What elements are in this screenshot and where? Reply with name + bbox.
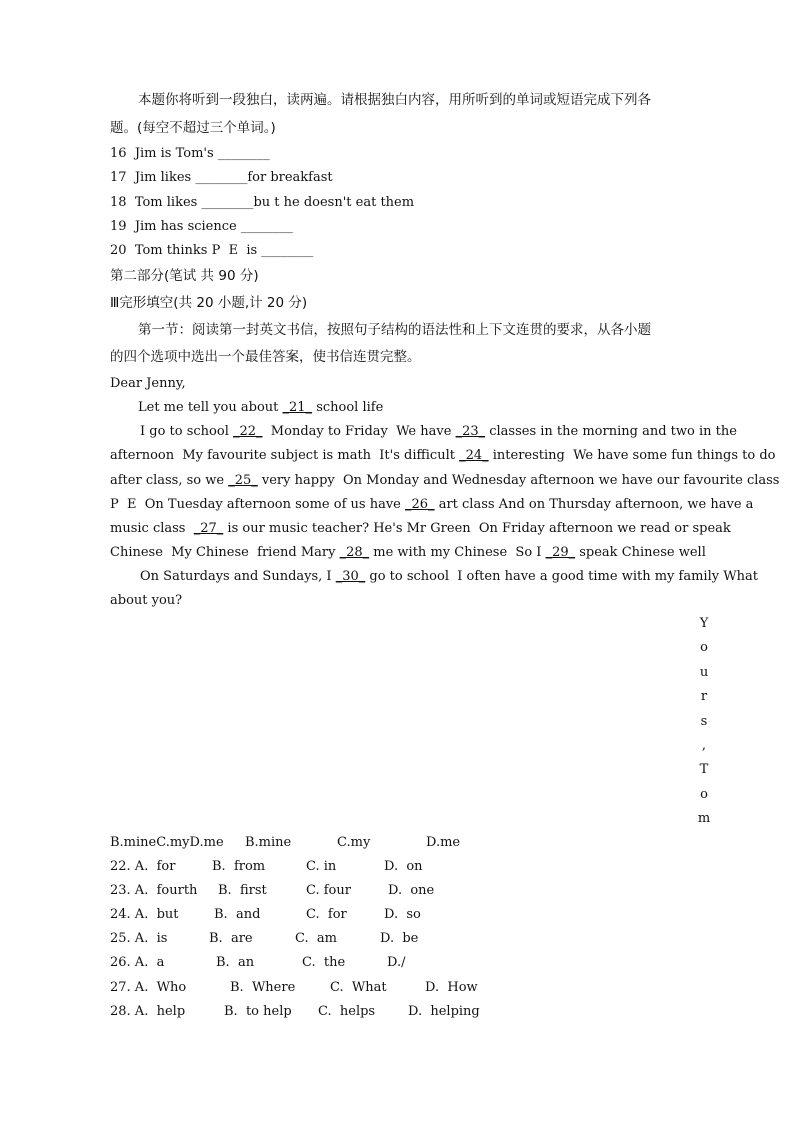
item-text: Jim likes ________for breakfast bbox=[134, 170, 333, 185]
option-row-22-b: B. from bbox=[212, 859, 266, 874]
cloze-section-title: Ⅲ完形填空(共 20 小题,计 20 分) bbox=[110, 295, 308, 311]
blank-29: _29_ bbox=[545, 545, 576, 560]
text: music class bbox=[110, 521, 194, 536]
blank-22: _22_ bbox=[233, 424, 263, 439]
text: art class And on Thursday afternoon, we have a bbox=[434, 497, 754, 512]
letter-paragraph-1 bbox=[138, 400, 383, 416]
option-row-25-c: C. am bbox=[295, 931, 337, 946]
text: after class, so we bbox=[110, 473, 229, 488]
option-row-28-b: B. to help bbox=[224, 1004, 292, 1019]
signoff-char: m bbox=[697, 811, 711, 827]
text: Monday to Friday We have bbox=[262, 424, 456, 439]
text: afternoon My favourite subject is math It's difficult bbox=[110, 448, 460, 463]
item-number: 18 bbox=[110, 195, 127, 210]
text: classes in the morning and two in the bbox=[485, 424, 737, 439]
blank-27: _27_ bbox=[193, 521, 224, 536]
option-row-26-d: D./ bbox=[387, 955, 406, 970]
option-row-24-b: B. and bbox=[214, 907, 261, 922]
listening-item-19 bbox=[110, 219, 293, 235]
option-row-23-d: D. one bbox=[388, 883, 435, 898]
option-row-24-c: C. for bbox=[306, 907, 347, 922]
item-text: Tom thinks P E is ________ bbox=[134, 243, 314, 258]
letter-line-3-2: about you? bbox=[110, 593, 183, 608]
text: go to school I often have a good time with my family What bbox=[365, 569, 758, 584]
text: me with my Chinese So I bbox=[369, 545, 546, 560]
blank-28: _28_ bbox=[339, 545, 370, 560]
option-row-25-a: 25. A. is bbox=[110, 931, 168, 946]
item-text: Jim is Tom's ________ bbox=[134, 146, 270, 161]
option-row-27-b: B. Where bbox=[230, 980, 296, 995]
option-row-21-d: D.me bbox=[426, 835, 461, 850]
letter-line-2-4 bbox=[110, 497, 753, 513]
option-row-26-c: C. the bbox=[302, 955, 346, 970]
signoff-char: r bbox=[700, 689, 708, 705]
item-number: 20 bbox=[110, 243, 127, 258]
item-number: 17 bbox=[110, 170, 127, 185]
text: I go to school bbox=[140, 424, 233, 439]
listening-item-16 bbox=[110, 146, 270, 162]
letter-signoff bbox=[697, 616, 711, 836]
option-row-22-a: 22. A. for bbox=[110, 859, 176, 874]
blank-23: _23_ bbox=[455, 424, 486, 439]
signoff-char: u bbox=[699, 664, 709, 680]
option-row-21-b: B.mine bbox=[245, 835, 292, 850]
option-row-25-b: B. are bbox=[209, 931, 253, 946]
option-row-27-c: C. What bbox=[330, 980, 387, 995]
option-row-27-a: 27. A. Who bbox=[110, 980, 187, 995]
item-text: Tom likes ________bu t he doesn't eat them bbox=[134, 195, 415, 210]
cloze-instructions-line-2: 的四个选项中选出一个最佳答案，使书信连贯完整。 bbox=[110, 349, 421, 365]
option-row-27-d: D. How bbox=[425, 980, 478, 995]
option-row-26-a: 26. A. a bbox=[110, 955, 165, 970]
option-row-23-c: C. four bbox=[306, 883, 351, 898]
text: very happy On Monday and Wednesday afternoon we have our favourite class bbox=[257, 473, 780, 488]
letter-line-2-1 bbox=[140, 424, 737, 440]
text: school life bbox=[312, 400, 384, 415]
option-row-24-d: D. so bbox=[384, 907, 421, 922]
option-row-22-c: C. in bbox=[306, 859, 337, 874]
signoff-char: o bbox=[700, 786, 708, 802]
listening-item-17 bbox=[110, 170, 333, 186]
option-row-23-a: 23. A. fourth bbox=[110, 883, 198, 898]
option-row-26-b: B. an bbox=[216, 955, 255, 970]
blank-24: _24_ bbox=[459, 448, 489, 463]
blank-25: _25_ bbox=[228, 473, 258, 488]
item-number: 19 bbox=[110, 219, 127, 234]
option-row-24-a: 24. A. but bbox=[110, 907, 179, 922]
text: is our music teacher? He's Mr Green On Friday afternoon we read or speak bbox=[223, 521, 731, 536]
blank-26: _26_ bbox=[405, 497, 435, 512]
option-row-22-d: D. on bbox=[384, 859, 423, 874]
blank-21: _21_ bbox=[282, 400, 313, 415]
letter-greeting: Dear Jenny, bbox=[110, 376, 186, 391]
part-two-title: 第二部分(笔试 共 90 分) bbox=[110, 268, 259, 284]
letter-line-2-6 bbox=[110, 545, 706, 561]
listening-instructions-line-2: 题。(每空不超过三个单词。) bbox=[110, 120, 276, 136]
item-number: 16 bbox=[110, 146, 127, 161]
blank-30: _30_ bbox=[335, 569, 366, 584]
listening-item-18 bbox=[110, 195, 414, 211]
text: P E On Tuesday afternoon some of us have bbox=[110, 497, 406, 512]
signoff-char: T bbox=[699, 762, 709, 778]
cloze-instructions-line-1: 第一节：阅读第一封英文书信，按照句子结构的语法性和上下文连贯的要求，从各小题 bbox=[138, 322, 651, 338]
option-row-28-c: C. helps bbox=[318, 1004, 376, 1019]
listening-item-20 bbox=[110, 243, 313, 259]
text: speak Chinese well bbox=[575, 545, 706, 560]
text: Chinese My Chinese friend Mary bbox=[110, 545, 340, 560]
letter-line-2-2 bbox=[110, 448, 775, 464]
listening-instructions-line-1: 本题你将听到一段独白，读两遍。请根据独白内容，用所听到的单词或短语完成下列各 bbox=[138, 92, 651, 108]
item-text: Jim has science ________ bbox=[134, 219, 293, 234]
option-row-21-label: B.mineC.myD.me bbox=[110, 835, 224, 850]
signoff-char: , bbox=[701, 737, 707, 753]
option-row-23-b: B. first bbox=[218, 883, 267, 898]
letter-line-3-1 bbox=[140, 569, 758, 585]
letter-line-2-5 bbox=[110, 521, 731, 537]
option-row-28-d: D. helping bbox=[408, 1004, 480, 1019]
letter-line-2-3 bbox=[110, 473, 779, 489]
signoff-char: s bbox=[700, 713, 708, 729]
option-row-21-c: C.my bbox=[337, 835, 371, 850]
text: Let me tell you about bbox=[138, 400, 283, 415]
text: On Saturdays and Sundays, I bbox=[140, 569, 336, 584]
signoff-char: Y bbox=[699, 616, 709, 631]
signoff-char: o bbox=[700, 640, 708, 656]
option-row-25-d: D. be bbox=[380, 931, 419, 946]
option-row-28-a: 28. A. help bbox=[110, 1004, 186, 1019]
text: interesting We have some fun things to do bbox=[488, 448, 776, 463]
